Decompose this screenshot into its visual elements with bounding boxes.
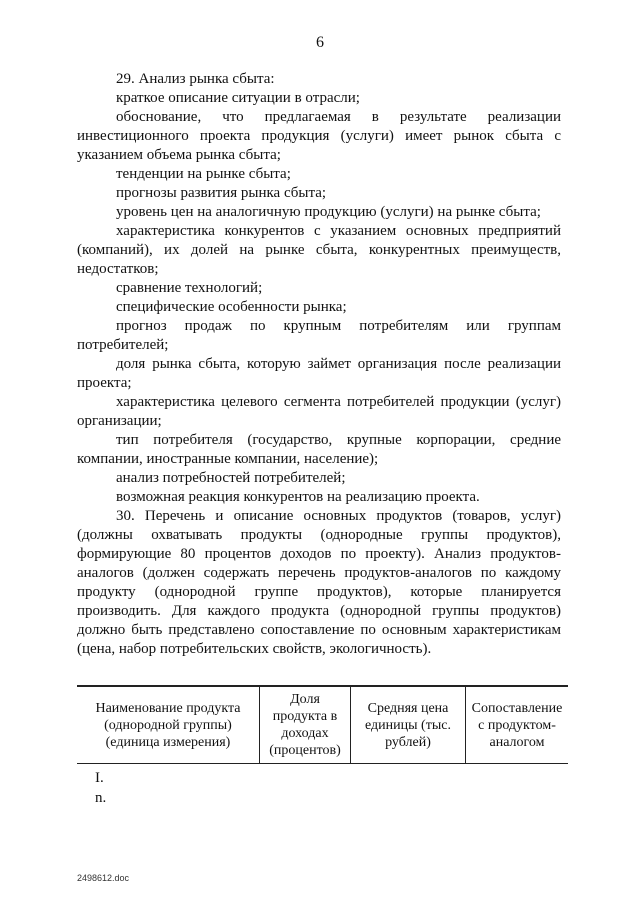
page-number: 6: [316, 34, 324, 51]
table-row-last: n.: [95, 790, 107, 806]
paragraph: уровень цен на аналогичную продукцию (услуги) на рынке сбыта;: [116, 204, 541, 220]
header-average-price: Средняя цена единицы (тыс. рублей): [351, 686, 466, 764]
header-product-name: Наименование продукта (однородной группы) (единица измерения): [77, 686, 260, 764]
header-income-share: Доля продукта в доходах (процентов): [260, 686, 351, 764]
paragraph: характеристика целевого сегмента потребителей продукции (услуг) организации;: [77, 394, 561, 429]
paragraph: 30. Перечень и описание основных продуктов (товаров, услуг) (должны охватывать продукты (однородные группы продуктов), формирующие 80 процентов доходов по проекту). Анализ продуктов-аналогов (должен содержать перечень продуктов-аналогов по каждому продукту (однородной группе продуктов), которые планируется производить. Для каждого продукта (однородной группы продуктов) должно быть представлено сопоставление по основным характеристикам (цена, набор потребительских свойств, экологичность).: [77, 508, 561, 657]
paragraph: краткое описание ситуации в отрасли;: [116, 90, 360, 106]
footer-filename: 2498612.doc: [77, 873, 130, 883]
paragraph: тенденции на рынке сбыта;: [116, 166, 291, 182]
paragraph: 29. Анализ рынка сбыта:: [116, 71, 275, 87]
paragraph: специфические особенности рынка;: [116, 299, 347, 315]
paragraph: тип потребителя (государство, крупные корпорации, средние компании, иностранные компании, население);: [77, 432, 561, 467]
paragraph: прогнозы развития рынка сбыта;: [116, 185, 327, 201]
paragraph: обоснование, что предлагаемая в результате реализации инвестиционного проекта продукция (услуги) имеет рынок сбыта с указанием объема рынка сбыта;: [77, 109, 561, 163]
table-row-first: I.: [95, 770, 104, 786]
paragraph: доля рынка сбыта, которую займет организация после реализации проекта;: [77, 356, 561, 391]
table-header-row: [77, 686, 568, 764]
header-analog-comparison: Сопоставление с продуктом-аналогом: [466, 686, 569, 764]
products-table: [77, 685, 568, 764]
paragraph: характеристика конкурентов с указанием основных предприятий (компаний), их долей на рынке сбыта, конкурентных преимуществ, недостатков;: [77, 223, 561, 277]
paragraph: возможная реакция конкурентов на реализацию проекта.: [116, 489, 480, 505]
table-row-labels: [95, 768, 106, 808]
paragraph: анализ потребностей потребителей;: [116, 470, 346, 486]
paragraph: сравнение технологий;: [116, 280, 263, 296]
paragraph: прогноз продаж по крупным потребителям или группам потребителей;: [77, 318, 561, 353]
document-body: [77, 70, 561, 659]
